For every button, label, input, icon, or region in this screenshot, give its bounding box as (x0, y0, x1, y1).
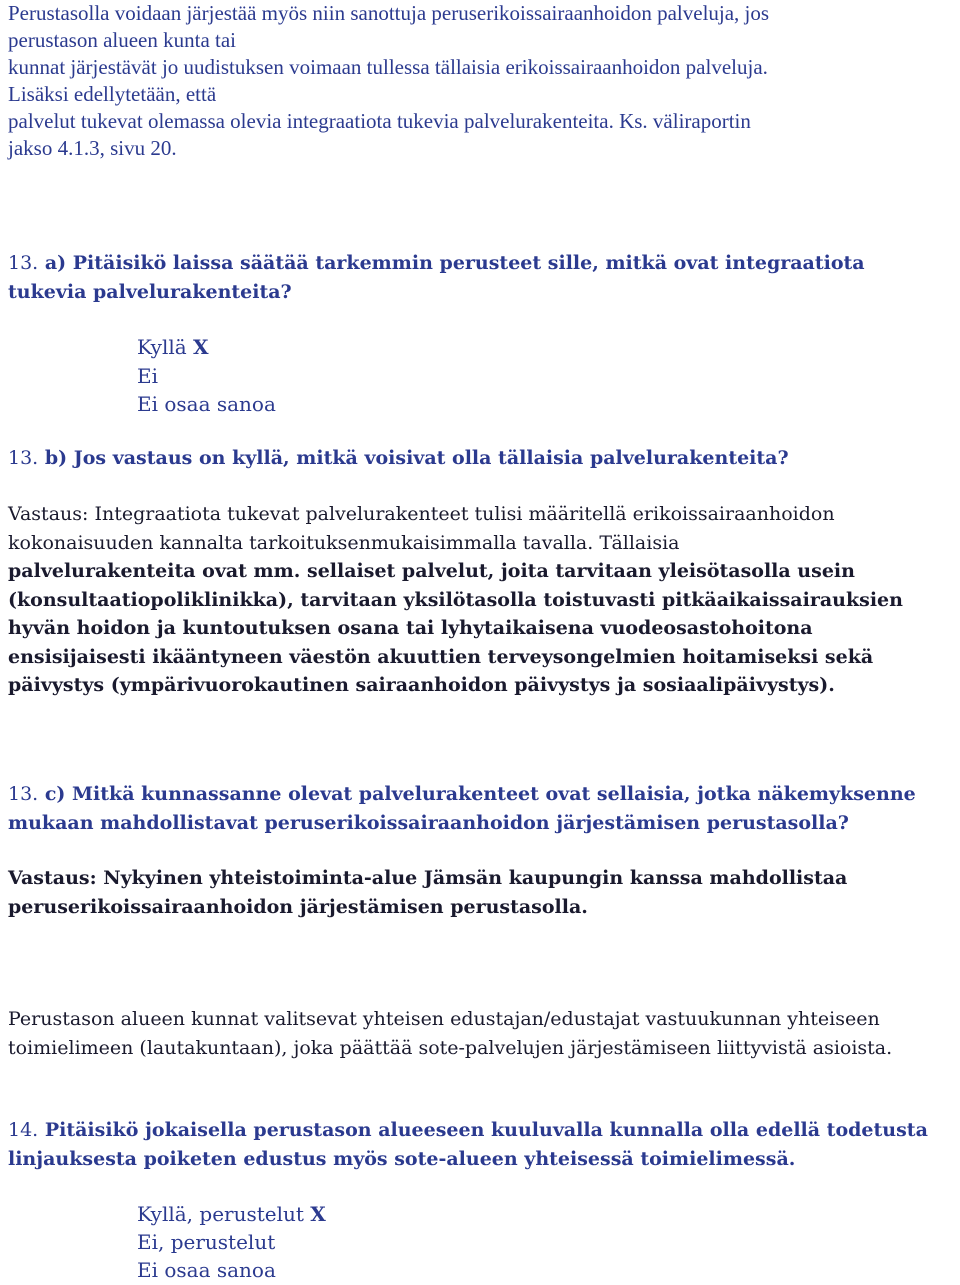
option-cannot-say (137, 390, 276, 419)
option-label: Ei (137, 364, 158, 388)
answer-line: (konsultaatiopoliklinikka), tarvitaan yksilötasolla toistuvasti pitkäaikaissairauksien (8, 588, 903, 611)
option-no-reasons (137, 1228, 275, 1257)
intro-line: palvelut tukevat olemassa olevia integraatiota tukevia palvelurakenteita. Ks. väliraportin (8, 109, 751, 133)
option-label: Ei osaa sanoa (137, 1258, 276, 1282)
question-text: c) Mitkä kunnassanne olevat palvelurakenteet ovat sellaisia, jotka näkemyksenne (44, 783, 916, 805)
intro-line: jakso 4.1.3, sivu 20. (8, 136, 177, 160)
answer-line: Vastaus: Nykyinen yhteistoiminta-alue Jämsän kaupungin kanssa mahdollistaa (8, 867, 848, 889)
question-13b (8, 444, 789, 473)
question-text: tukevia palvelurakenteita? (8, 281, 292, 303)
option-label: Kyllä (137, 335, 187, 359)
answer-line: palvelurakenteita ovat mm. sellaiset palvelut, joita tarvitaan yleisötasolla usein (8, 560, 855, 582)
question-text: a) Pitäisikö laissa säätää tarkemmin perusteet sille, mitkä ovat integraatiota (44, 252, 865, 274)
selected-mark: X (310, 1202, 326, 1226)
question-number: 14. (8, 1119, 39, 1141)
option-label: Ei, perustelut (137, 1230, 276, 1254)
answer-line: Vastaus: Integraatiota tukevat palvelurakenteet tulisi määritellä erikoissairaanhoidon (8, 503, 835, 525)
question-number: 13. (8, 447, 39, 469)
option-no (137, 362, 158, 391)
question-13a (8, 249, 865, 307)
answer-line: kokonaisuuden kannalta tarkoituksenmukaisimmalla tavalla. Tällaisia (8, 531, 680, 554)
answer-line: ensisijaisesti ikääntyneen väestön akuuttien terveysongelmien hoitamiseksi sekä (8, 645, 874, 668)
answer-line: päivystys (ympärivuorokautinen sairaanhoidon päivystys ja sosiaalipäivystys). (8, 674, 835, 696)
option-label: Ei osaa sanoa (137, 392, 276, 416)
option-yes (137, 333, 209, 362)
intro-line: Lisäksi edellytetään, että (8, 82, 217, 106)
intro-line: Perustasolla voidaan järjestää myös niin sanottuja peruserikoissairaanhoidon palveluja, jos (8, 1, 770, 25)
option-label: Kyllä, perustelut (137, 1202, 304, 1226)
question-text: linjauksesta poiketen edustus myös sote-alueen yhteisessä toimielimessä. (8, 1148, 796, 1170)
answer-line: peruserikoissairaanhoidon järjestämisen perustasolla. (8, 895, 588, 918)
paragraph-line: toimielimeen (lautakuntaan), joka päättää sote-palvelujen järjestämiseen liittyvistä asioista. (8, 1037, 893, 1059)
paragraph-line: Perustason alueen kunnat valitsevat yhteisen edustajan/edustajat vastuukunnan yhteiseen (8, 1008, 880, 1030)
question-text: b) Jos vastaus on kyllä, mitkä voisivat olla tällaisia palvelurakenteita? (44, 447, 789, 469)
intro-line: kunnat järjestävät jo uudistuksen voimaan tullessa tällaisia erikoissairaanhoidon palveluja. (8, 55, 768, 79)
option-yes-reasons (137, 1200, 326, 1229)
question-text: mukaan mahdollistavat peruserikoissairaanhoidon järjestämisen perustasolla? (8, 812, 849, 834)
question-number: 13. (8, 783, 39, 805)
intro-paragraph (8, 0, 769, 162)
answer-13c (8, 864, 847, 921)
question-14 (8, 1116, 928, 1174)
answer-line: hyvän hoidon ja kuntoutuksen osana tai lyhytaikaisena vuodeosastohoitona (8, 617, 813, 639)
question-text: Pitäisikö jokaisella perustason alueeseen kuuluvalla kunnalla olla edellä todetusta (44, 1119, 928, 1141)
question-13c (8, 780, 916, 838)
intro-line: perustason alueen kunta tai (8, 28, 237, 52)
question-number: 13. (8, 252, 39, 274)
selected-mark: X (193, 335, 209, 359)
answer-13b (8, 500, 903, 700)
info-paragraph (8, 1005, 892, 1063)
